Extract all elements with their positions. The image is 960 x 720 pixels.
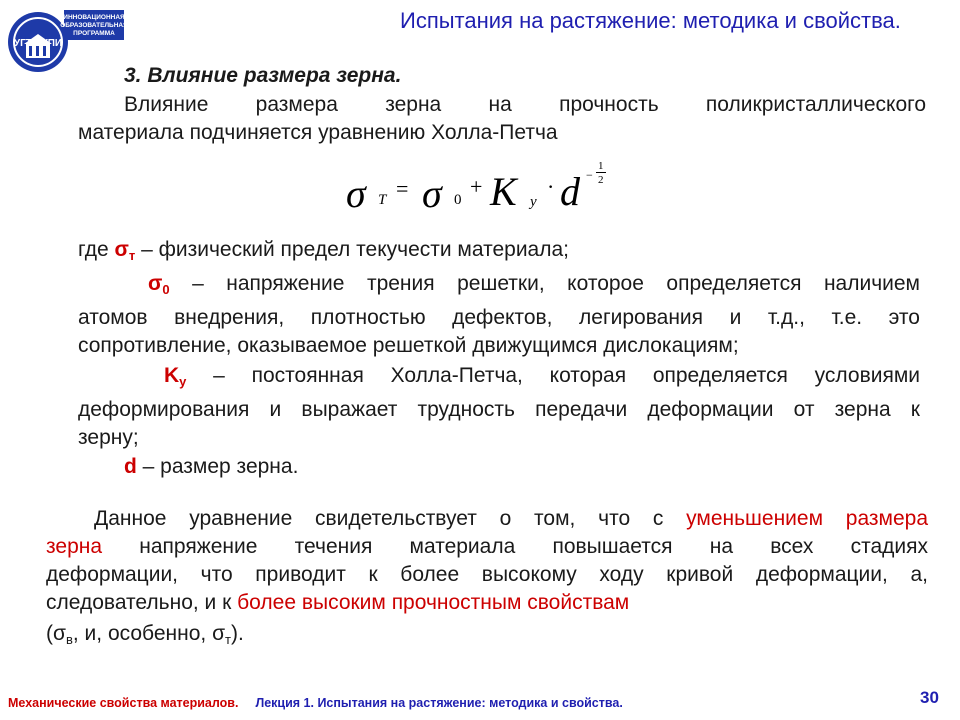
def-ky-line-2: деформирования и выражает трудность передачи деформации от зерна к [78,398,920,421]
conclusion-l5-sub-t: т [225,632,231,647]
def-sigma-t-symbol: σ [114,238,129,261]
def-ky-symbol: K [164,364,180,387]
conclusion-l4-highlight: более высоким прочностным свойствам [237,591,630,614]
slide-title: Испытания на растяжение: методика и свойства. [400,8,901,33]
def-sigma0-text-1: – напряжение трения решетки, которое определяется наличием [169,272,920,295]
def-sigma0-line-3: сопротивление, оказываемое решеткой движущимся дислокациям; [78,334,739,357]
logo-line3: ПРОГРАММА [73,30,115,37]
formula-dot: · [547,174,555,199]
conclusion-l5-sigma-b: σ [53,622,66,645]
page-number: 30 [920,688,939,707]
logo-emblem-icon [6,4,126,76]
intro-line-2: материала подчиняется уравнению Холла-Петча [78,121,558,144]
conclusion-l5-sigma-t: σ [212,622,226,645]
hall-petch-formula [340,160,640,224]
conclusion-l4-text: следовательно, и к [46,591,238,614]
conclusion-line-5 [46,620,244,654]
def-where-prefix: где [78,238,115,261]
formula-exp-num: 1 [598,160,604,172]
def-ky-sub: у [179,374,187,389]
def-ky-text-1: – постоянная Холла-Петча, которая определяется условиями [186,364,920,387]
conclusion-line-1 [94,505,928,533]
logo-brand: УГТУ-УПИ [13,38,63,49]
formula-sub-y: y [530,194,537,210]
conclusion-l5-sub-b: в [65,632,73,647]
footer [8,696,623,710]
def-sigma0-line-1 [148,270,920,304]
formula-sigma-t: σ [346,171,366,216]
formula-sigma-0: σ [422,171,442,216]
def-sigma0-line-2: атомов внедрения, плотностью дефектов, легирования и т.д., т.е. это [78,306,920,329]
university-logo [6,4,126,76]
formula-equals: = [396,176,409,201]
formula-plus: + [470,174,483,199]
formula-d: d [560,169,580,214]
conclusion-line-2 [46,533,928,561]
def-sigma-t-sub: т [128,248,136,263]
conclusion-l1-highlight: уменьшением размера [686,507,929,530]
def-ky-line-1 [164,362,920,396]
def-d [124,453,298,481]
conclusion-line-4 [46,589,629,617]
conclusion-l2-highlight: зерна [46,535,103,558]
conclusion-l1-text: Данное уравнение свидетельствует о том, что с [94,507,687,530]
footer-lecture: Лекция 1. Испытания на растяжение: методика и свойства. [255,696,623,710]
formula-k: K [490,169,517,214]
logo-line1: ИННОВАЦИОННАЯ [63,14,125,21]
conclusion-l5-end: ). [231,622,244,645]
def-sigma-t [78,236,569,270]
def-ky-line-3: зерну; [78,426,139,449]
def-sigma0-symbol: σ [148,272,163,295]
intro-line-1: Влияние размера зерна на прочность поликристаллического [124,93,926,116]
section-heading: 3. Влияние размера зерна. [124,64,402,87]
formula-exp-minus: − [586,168,593,182]
footer-course: Механические свойства материалов. [8,696,239,710]
formula-exp-bar [596,172,606,173]
formula-sub-t: T [378,192,387,208]
def-sigma0-sub: 0 [162,282,170,297]
def-d-text: – размер зерна. [136,455,299,478]
formula-exp-den: 2 [598,174,604,186]
conclusion-line-3: деформации, что приводит к более высокому ходу кривой деформации, а, [46,563,928,586]
conclusion-l2-text: напряжение течения материала повышается на всех стадиях [102,535,928,558]
conclusion-l5-open: ( [46,622,53,645]
conclusion-l5-mid: , и, особенно, [72,622,213,645]
def-d-symbol: d [124,455,137,478]
logo-line2: ОБРАЗОВАТЕЛЬНАЯ [60,22,126,29]
def-sigma-t-text: – физический предел текучести материала; [135,238,570,261]
formula-sub-0: 0 [454,192,462,208]
